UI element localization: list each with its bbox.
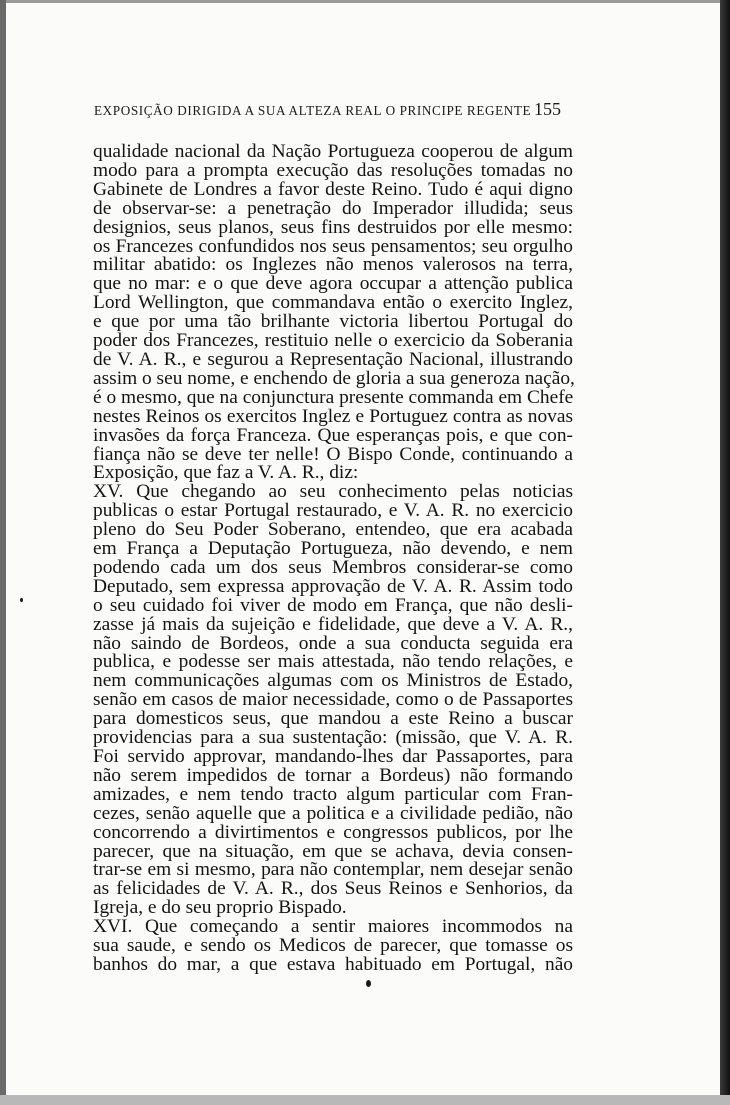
text-line: para domesticos seus, que mandou a este Reino a buscar — [93, 708, 573, 730]
text-line: Gabinete de Londres a favor deste Reino. Tudo é aqui digno — [93, 178, 573, 200]
text-line: modo para a prompta execução das resoluções tomadas no — [93, 159, 573, 181]
text-line: nem communicações algumas com os Ministros de Estado, — [93, 670, 573, 692]
page-number: 155 — [534, 99, 561, 119]
text-line: designios, seus planos, seus fins destruidos por elle mesmo: — [93, 216, 573, 238]
text-line: trar-se em si mesmo, para não contemplar, nem desejar senão — [93, 859, 573, 881]
running-title: EXPOSIÇÃO DIRIGIDA A SUA ALTEZA REAL O PRINCIPE REGENTE — [94, 103, 532, 118]
page-bottom-edge — [0, 1095, 730, 1105]
text-line: invasões da força Franceza. Que esperanças pois, e que con- — [93, 424, 573, 446]
text-line: Deputado, sem expressa approvação de V. A. R. Assim todo — [93, 575, 573, 597]
text-line: militar abatido: os Inglezes não menos valerosos na terra, — [93, 254, 573, 276]
ink-speck — [366, 980, 371, 987]
text-line: publica, e podesse ser mais attestada, não tendo relações, e — [93, 651, 573, 673]
text-line: o seu cuidado foi viver de modo em França, que não desli- — [93, 594, 573, 616]
text-line: podendo cada um dos seus Membros considerar-se como — [93, 556, 573, 578]
text-line: é o mesmo, que na conjunctura presente commanda em Chefe — [93, 386, 574, 408]
margin-mark — [20, 598, 23, 602]
text-line: qualidade nacional da Nação Portugueza cooperou de algum — [93, 141, 573, 162]
text-line: amizades, e nem tendo tracto algum particular com Fran- — [93, 783, 573, 805]
text-line: banhos do mar, a que estava habituado em Portugal, não — [93, 953, 573, 975]
body-text — [93, 143, 573, 975]
text-line: sua saude, e sendo os Medicos de parecer, que tomasse os — [93, 935, 573, 957]
page-right-edge — [720, 0, 730, 1105]
text-line: que no mar: e o que deve agora occupar a attenção publica — [93, 273, 573, 295]
text-line: as felicidades de V. A. R., dos Seus Reinos e Senhorios, da — [93, 878, 573, 900]
text-line: nestes Reinos os exercitos Inglez e Portuguez contra as novas — [93, 405, 573, 427]
text-line: não serem impedidos de tornar a Bordeus) não formando — [93, 764, 573, 786]
text-line: Lord Wellington, que commandava então o exercito Inglez, — [93, 292, 573, 314]
page-top-edge — [0, 0, 730, 3]
text-line: e que por uma tão brilhante victoria libertou Portugal do — [93, 311, 573, 333]
text-line: zasse já mais da sujeição e fidelidade, que deve a V. A. R., — [93, 613, 573, 635]
text-line: poder dos Francezes, restituio nelle o exercicio da Soberania — [93, 330, 573, 352]
text-line: concorrendo a divirtimentos e congressos publicos, por lhe — [93, 821, 573, 843]
text-line: de observar-se: a penetração do Imperador illudida; seus — [93, 197, 573, 219]
text-line: fiança não se deve ter nelle! O Bispo Conde, continuando a — [93, 443, 573, 465]
text-line: de V. A. R., e segurou a Representação Nacional, illustrando — [93, 348, 573, 370]
text-line: Igreja, e do seu proprio Bispado. — [93, 897, 347, 919]
text-line: assim o seu nome, e enchendo de gloria a sua generoza nação, — [93, 367, 575, 389]
text-line: em França a Deputação Portugueza, não devendo, e nem — [93, 538, 573, 560]
page-left-edge — [0, 0, 6, 1105]
text-line: Exposição, que faz a V. A. R., diz: — [93, 462, 359, 484]
text-line: cezes, senão aquelle que a politica e a civilidade pedião, não — [93, 802, 573, 824]
text-line: não saindo de Bordeos, onde a sua conducta seguida era — [93, 632, 573, 654]
text-line: publicas o estar Portugal restaurado, e V. A. R. no exercicio — [93, 500, 573, 522]
text-line: parecer, que na situação, em que se achava, devia consen- — [93, 840, 573, 862]
text-line: providencias para a sua sustentação: (missão, que V. A. R. — [93, 727, 573, 749]
text-line: Foi servido approvar, mandando-lhes dar Passaportes, para — [93, 746, 573, 767]
text-line: senão em casos de maior necessidade, como o de Passaportes — [93, 689, 573, 711]
text-line: XV. Que chegando ao seu conhecimento pelas noticias — [93, 481, 573, 503]
text-line: os Francezes confundidos nos seus pensamentos; seu orgulho — [93, 235, 573, 257]
text-line: pleno do Seu Poder Soberano, entendeo, que era acabada — [93, 519, 573, 541]
text-line: XVI. Que começando a sentir maiores incommodos na — [93, 916, 573, 938]
